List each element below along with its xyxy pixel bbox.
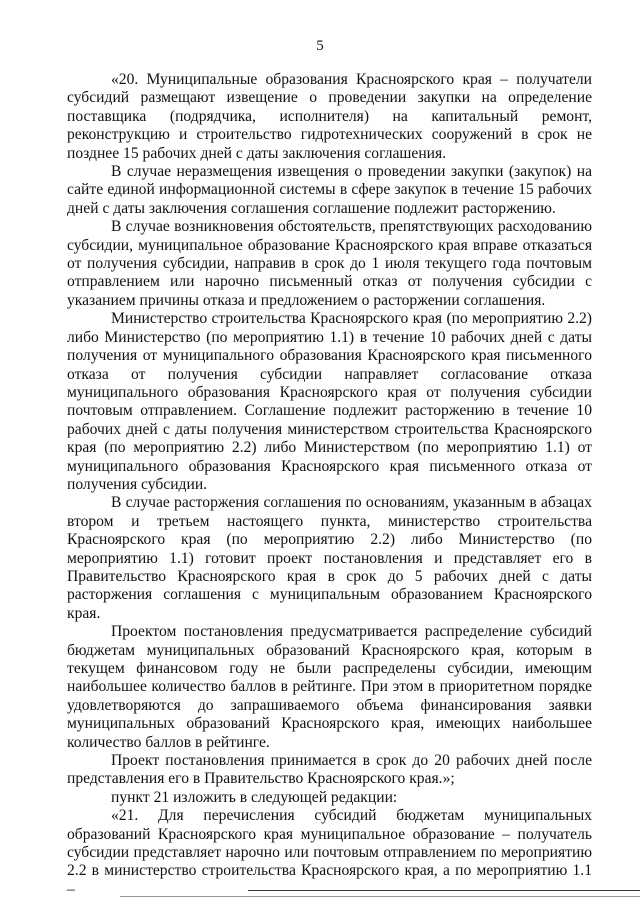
- paragraph-ministry-approval: Министерство строительства Красноярского края (по мероприятию 2.2) либо Министерство (по мероприятию 1.1) в течение 10 рабочих дней с даты получения от муниципального образования Красноярского края письменного отказа от получения субсидии направляет согласование отказа муниципального образования Красноярского края от получения субсидии почтовым отправлением. Соглашение подлежит расторжению в течение 10 рабочих дней с даты получения министерством строительства Красноярского края (по мероприятию 2.2) либо Министерством (по мероприятию 1.1) от муниципального образования Красноярского края письменного отказа от получения субсидии.: [67, 310, 592, 493]
- paragraph-non-placement: В случае неразмещения извещения о проведении закупки (закупок) на сайте единой информационной системы в сфере закупок в течение 15 рабочих дней с даты заключения соглашения соглашение подлежит расторжению.: [67, 163, 592, 217]
- scan-edge-line: [248, 890, 640, 891]
- scan-edge-line-faint: [120, 896, 640, 897]
- paragraph-termination: В случае расторжения соглашения по основаниям, указанным в абзацах втором и третьем настоящего пункта, министерство строительства Красноярского края (по мероприятию 2.2) либо Министерство (по мероприятию 1.1) готовит проект постановления и представляет его в Правительство Красноярского края в срок до 5 рабочих дней с даты расторжения соглашения с муниципальным образованием Красноярского края.: [67, 494, 592, 622]
- paragraph-adoption-term: Проект постановления принимается в срок до 20 рабочих дней после представления его в Правительство Красноярского края.»;: [67, 752, 592, 788]
- paragraph-amendment-21: пункт 21 изложить в следующей редакции:: [111, 788, 398, 806]
- document-body: [67, 71, 592, 899]
- page-number: 5: [316, 38, 324, 54]
- paragraph-refusal: В случае возникновения обстоятельств, препятствующих расходованию субсидии, муниципальное образование Красноярского края вправе отказаться от получения субсидии, направив в срок до 1 июля текущего года почтовым отправлением или нарочно письменный отказ от получения субсидии с указанием причины отказа и предложением о расторжении соглашения.: [67, 218, 592, 309]
- paragraph-clause-21: «21. Для перечисления субсидий бюджетам муниципальных образований Красноярского края муниципальное образование – получатель субсидии представляет нарочно или почтовым отправлением по мероприятию 2.2 в министерство строительства Красноярского края, а по мероприятию 1.1 –: [67, 807, 592, 898]
- paragraph-draft-resolution: Проектом постановления предусматривается распределение субсидий бюджетам муниципальных образований Красноярского края, которым в текущем финансовом году не были распределены субсидии, имеющим наибольшее количество баллов в рейтинге. При этом в приоритетном порядке удовлетворяются до запрашиваемого объема финансирования заявки муниципальных образований Красноярского края, имеющих наибольшее количество баллов в рейтинге.: [67, 623, 592, 751]
- paragraph-clause-20: «20. Муниципальные образования Красноярского края – получатели субсидий размещают извещение о проведении закупки на определение поставщика (подрядчика, исполнителя) на капитальный ремонт, реконструкцию и строительство гидротехнических сооружений в срок не позднее 15 рабочих дней с даты заключения соглашения.: [67, 71, 592, 162]
